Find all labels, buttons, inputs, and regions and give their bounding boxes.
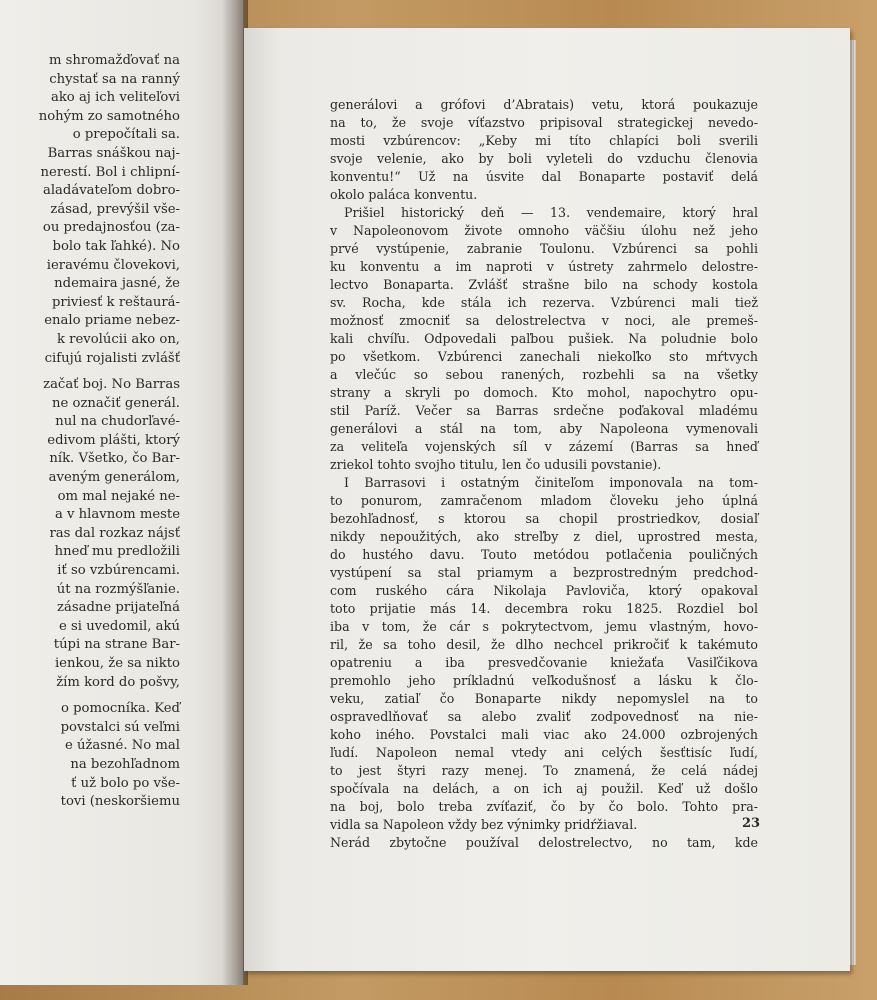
left-page-line: zásadne prijateľná <box>57 600 180 616</box>
body-text-line: stil Paríž. Večer sa Barras srdečne poďakoval mladému <box>330 403 758 418</box>
left-page-line: k revolúcii ako on, <box>56 331 180 347</box>
body-text-line: ril, že sa toho desil, že dlho nechcel prikročiť k takémuto <box>330 637 758 652</box>
left-page-line: út na rozmýšľanie. <box>56 581 180 597</box>
left-page-line: cifujú rojalisti zvlášť <box>44 350 180 366</box>
left-page-line: nohým zo samotného <box>38 108 180 124</box>
body-text-line: iba v tom, že cár s pokrytectvom, jemu vlastným, hovo- <box>330 619 758 634</box>
body-text-line: to jest štyri razy menej. To znamená, že celá nádej <box>330 763 758 778</box>
left-page-line: povstalci sú veľmi <box>60 719 180 735</box>
body-text-line: do hustého davu. Touto metódou potlačenia pouličných <box>330 547 758 562</box>
body-text-line: Prišiel historický deň — 13. vendemaire, ktorý hral <box>344 205 758 220</box>
left-page-line: tovi (neskoršiemu <box>60 794 180 810</box>
left-page-line: aladávateľom dobro- <box>42 183 180 199</box>
left-page-line: nul na chudorľavé- <box>55 414 180 430</box>
body-text-line: sv. Rocha, kde stála ich rezerva. Vzbúrenci mali tiež <box>330 295 758 310</box>
left-page-line: túpi na strane Bar- <box>53 637 180 653</box>
left-page-line: priviesť k reštaurá- <box>51 294 180 310</box>
body-text-line: za veliteľa vojenských síl v zázemí (Barras sa hneď <box>330 439 758 454</box>
left-page-line: iť so vzbúrencami. <box>57 563 180 579</box>
body-text-line: vystúpení sa stal priamym a bezprostredným predchod- <box>330 565 758 580</box>
body-text-line: prvé vystúpenie, zabranie Toulonu. Vzbúrenci sa pohli <box>330 241 758 256</box>
body-text-line: ľudí. Napoleon nemal vtedy ani celých šesťtisíc ľudí, <box>330 745 758 760</box>
left-page-line: m shromažďovať na <box>48 53 180 68</box>
body-text-line: kali chvíľu. Odpovedali paľbou pušiek. Na poludnie bolo <box>330 331 758 346</box>
left-page-line: aveným generálom, <box>48 470 180 486</box>
left-page-line: edivom plášti, ktorý <box>47 432 180 448</box>
body-text-line: opatreniu a iba presvedčovanie kniežaťa Vasiľčikova <box>330 655 758 670</box>
left-page-line: chystať sa na ranný <box>49 71 180 87</box>
body-text-line: ku konventu a im naproti v ústrety zahrmelo delostre- <box>330 259 758 274</box>
left-page-text <box>0 52 180 812</box>
left-page-line <box>0 368 180 376</box>
body-text-line: bezohľadnosť, s ktorou sa chopil prostriedkov, dosiaľ <box>330 511 758 526</box>
body-text-line: generálovi a stál na tom, aby Napoleona vymenovali <box>330 421 758 436</box>
body-text-line: nikdy nepoužitých, ako streľby z diel, uprostred mesta, <box>330 529 758 544</box>
left-page-line: na bezohľadnom <box>70 756 180 772</box>
body-text-line: spočívala na delách, a on ich aj použil. Keď už došlo <box>330 781 758 796</box>
body-text-line: generálovi a grófovi d’Abratais) vetu, ktorá poukazuje <box>330 97 758 112</box>
left-page-line: zásad, prevýšil vše- <box>50 201 180 217</box>
left-page-line: om mal nejaké ne- <box>57 488 180 504</box>
body-text-line: svoje velenie, ako by boli vyleteli do vzduchu členovia <box>330 151 758 166</box>
left-page-line: nerestí. Bol i chlipní- <box>40 164 180 180</box>
left-page-line: Barras snáškou naj- <box>47 145 180 161</box>
left-page-line: začať boj. No Barras <box>43 377 180 393</box>
left-page-line: ne označiť generál. <box>52 395 180 411</box>
body-text-line: ospravedlňovať sa alebo zvaliť zodpovednosť na nie- <box>330 709 758 724</box>
left-page-line: e si uvedomil, akú <box>59 618 180 634</box>
left-page-line: ras dal rozkaz nájsť <box>49 525 180 541</box>
left-page-line: ieravému človekovi, <box>46 257 180 273</box>
left-page-line: enalo priame nebez- <box>44 313 180 329</box>
left-page-line: o prepočítali sa. <box>72 127 180 143</box>
body-text-line: premohlo jeho príkladnú veľkodušnosť a lásku k člo- <box>330 673 758 688</box>
body-text-line: po všetkom. Vzbúrenci zanechali niekoľko sto mŕtvych <box>330 349 758 364</box>
body-text-line: veku, zatiaľ čo Bonaparte nikdy nepomyslel na to <box>330 691 758 706</box>
body-text-line: vidla sa Napoleon vždy bez výnimky pridŕžiaval. <box>330 817 638 832</box>
left-page-line: hneď mu predložili <box>54 544 180 560</box>
left-page-line <box>0 692 180 700</box>
body-text-line: lectvo Bonaparta. Zvlášť strašne bilo na schody kostola <box>330 277 758 292</box>
left-page-line: ako aj ich veliteľovi <box>50 90 180 106</box>
right-page-text <box>330 96 761 852</box>
body-text-line: okolo paláca konventu. <box>330 187 478 202</box>
left-page-line: ník. Všetko, čo Bar- <box>49 451 180 467</box>
body-text-line: a vlečúc so sebou ranených, rozbehli sa na všetky <box>330 367 758 382</box>
body-text-line: strany a skryli po domoch. Kto mohol, napochytro opu- <box>330 385 758 400</box>
left-page-line: ienkou, že sa nikto <box>54 656 180 671</box>
page-number: 23 <box>742 816 761 831</box>
body-text-line: I Barrasovi i ostatným činiteľom imponovala na tom- <box>344 475 758 490</box>
left-page-line: o pomocníka. Keď <box>60 701 180 717</box>
body-text-line: v Napoleonovom živote omnoho väčšiu úlohu než jeho <box>330 223 758 238</box>
body-text-line: na to, že svoje víťazstvo pripisoval strategickej nevedo- <box>330 115 758 130</box>
left-page-line: žím kord do pošvy, <box>56 674 180 690</box>
left-page-line: bolo tak ľahké). No <box>52 238 180 254</box>
body-text-line: konventu!“ Už na úsvite dal Bonaparte postaviť delá <box>330 169 758 184</box>
body-text-line: toto prijatie más 14. decembra roku 1825. Rozdiel bol <box>330 601 758 616</box>
body-text-line: to ponurom, zamračenom mladom človeku jeho úplná <box>330 493 758 508</box>
left-page-line: e úžasné. No mal <box>64 738 180 754</box>
left-page-line: ť už bolo po vše- <box>71 775 180 791</box>
body-text-line: com ruského cára Nikolaja Pavloviča, ktorý opakoval <box>330 583 758 598</box>
left-page-line: ndemaira jasné, že <box>54 276 180 292</box>
body-text-line: Nerád zbytočne používal delostrelectvo, no tam, kde <box>330 835 758 850</box>
body-text-line: možnosť zmocniť sa delostrelectva v noci, ale premeš- <box>330 313 758 328</box>
left-page-line: ou predajnosťou (za- <box>42 220 180 236</box>
body-text-line: na boj, bolo treba zvíťaziť, čo by čo bolo. Tohto pra- <box>330 799 758 814</box>
left-page-line: a v hlavnom meste <box>54 507 180 523</box>
body-text-line: koho iného. Povstalci mali viac ako 24.000 ozbrojených <box>330 727 758 742</box>
left-page <box>0 0 243 985</box>
body-text-line: zriekol tohto svojho titulu, len čo udusili povstanie). <box>330 457 662 472</box>
body-text-line: mosti vzbúrencov: „Keby mi títo chlapíci boli sverili <box>330 133 758 148</box>
